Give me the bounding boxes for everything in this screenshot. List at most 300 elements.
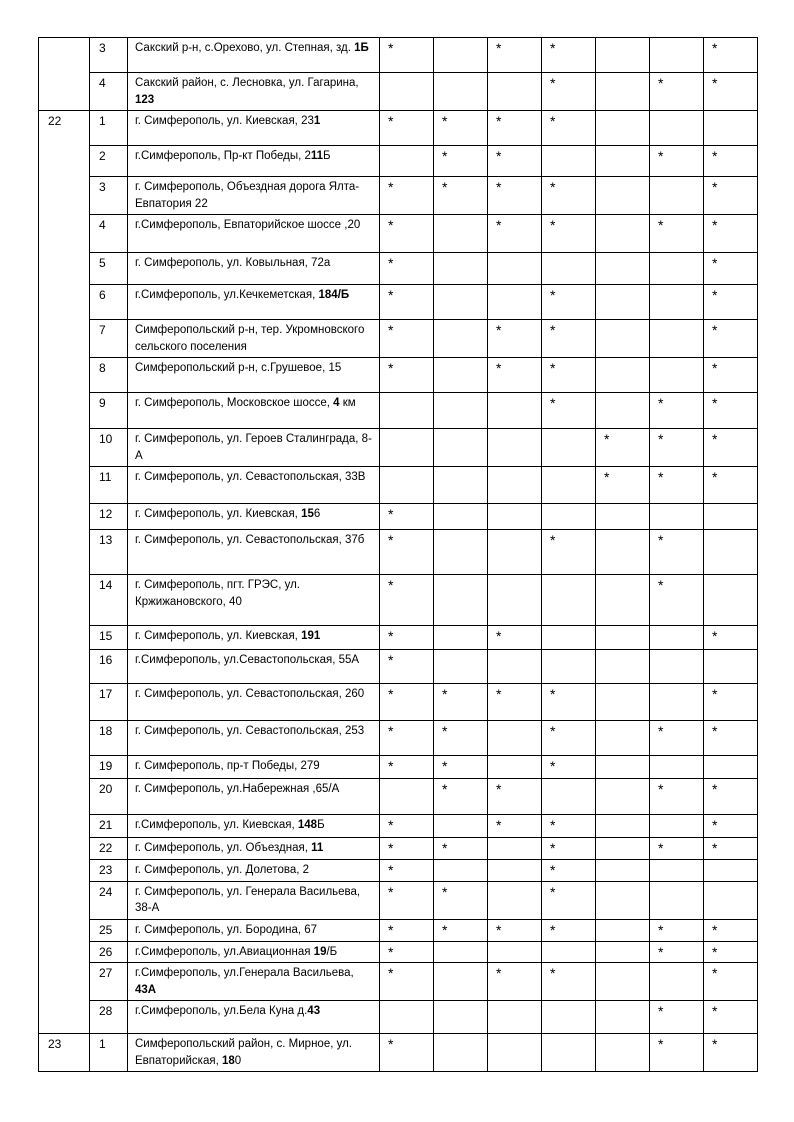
star-mark-cell: * [488, 38, 542, 73]
empty-mark-cell [596, 815, 650, 838]
star-mark-cell: * [650, 429, 704, 467]
table-row [39, 215, 758, 253]
empty-mark-cell [704, 756, 758, 779]
table-row [39, 684, 758, 721]
empty-mark-cell [434, 73, 488, 111]
address-cell: г. Симферополь, ул.Набережная ,65/А [128, 779, 380, 815]
empty-mark-cell [542, 253, 596, 285]
empty-mark-cell [596, 779, 650, 815]
address-cell: г. Симферополь, ул. Севастопольская, 37б [128, 530, 380, 575]
star-mark-cell: * [704, 963, 758, 1001]
star-mark-cell: * [380, 504, 434, 530]
empty-mark-cell [434, 504, 488, 530]
group-number-cell: 23 [39, 1034, 90, 1072]
star-mark-cell: * [704, 73, 758, 111]
table-row [39, 881, 758, 919]
star-mark-cell: * [704, 285, 758, 320]
star-mark-cell: * [488, 919, 542, 941]
row-number-cell: 4 [90, 73, 128, 111]
star-mark-cell: * [704, 919, 758, 941]
empty-mark-cell [650, 320, 704, 358]
star-mark-cell: * [488, 779, 542, 815]
star-mark-cell: * [380, 963, 434, 1001]
address-cell: г. Симферополь, ул. Севастопольская, 260 [128, 684, 380, 721]
table-row [39, 779, 758, 815]
address-cell: г.Симферополь, ул.Кечкеметская, 184/Б [128, 285, 380, 320]
empty-mark-cell [488, 756, 542, 779]
empty-mark-cell [488, 504, 542, 530]
address-cell: г.Симферополь, Евпаторийское шоссе ,20 [128, 215, 380, 253]
star-mark-cell: * [542, 320, 596, 358]
star-mark-cell: * [488, 684, 542, 721]
star-mark-cell: * [380, 530, 434, 575]
empty-mark-cell [596, 530, 650, 575]
empty-mark-cell [434, 1001, 488, 1034]
star-mark-cell: * [704, 1001, 758, 1034]
empty-mark-cell [434, 815, 488, 838]
star-mark-cell: * [704, 146, 758, 177]
star-mark-cell: * [704, 941, 758, 963]
star-mark-cell: * [380, 285, 434, 320]
star-mark-cell: * [434, 881, 488, 919]
empty-mark-cell [650, 815, 704, 838]
empty-mark-cell [704, 504, 758, 530]
star-mark-cell: * [434, 919, 488, 941]
star-mark-cell: * [488, 111, 542, 146]
table-row [39, 358, 758, 393]
star-mark-cell: * [380, 575, 434, 626]
star-mark-cell: * [704, 815, 758, 838]
star-mark-cell: * [380, 177, 434, 215]
star-mark-cell: * [380, 881, 434, 919]
address-cell: г. Симферополь, пгт. ГРЭС, ул. Кржижановского, 40 [128, 575, 380, 626]
empty-mark-cell [596, 73, 650, 111]
empty-mark-cell [488, 721, 542, 756]
star-mark-cell: * [704, 177, 758, 215]
star-mark-cell: * [488, 215, 542, 253]
star-mark-cell: * [380, 320, 434, 358]
star-mark-cell: * [650, 530, 704, 575]
star-mark-cell: * [434, 838, 488, 860]
table-row [39, 756, 758, 779]
empty-mark-cell [704, 530, 758, 575]
table-row [39, 285, 758, 320]
empty-mark-cell [596, 146, 650, 177]
address-cell: г. Симферополь, Московское шоссе, 4 км [128, 393, 380, 429]
empty-mark-cell [596, 721, 650, 756]
empty-mark-cell [488, 429, 542, 467]
empty-mark-cell [380, 393, 434, 429]
empty-mark-cell [488, 530, 542, 575]
row-number-cell: 27 [90, 963, 128, 1001]
row-number-cell: 23 [90, 859, 128, 881]
empty-mark-cell [596, 358, 650, 393]
star-mark-cell: * [542, 881, 596, 919]
star-mark-cell: * [650, 73, 704, 111]
row-number-cell: 20 [90, 779, 128, 815]
empty-mark-cell [650, 285, 704, 320]
empty-mark-cell [596, 38, 650, 73]
empty-mark-cell [542, 504, 596, 530]
row-number-cell: 12 [90, 504, 128, 530]
star-mark-cell: * [380, 815, 434, 838]
table-row [39, 650, 758, 684]
star-mark-cell: * [542, 859, 596, 881]
row-number-cell: 1 [90, 111, 128, 146]
empty-mark-cell [434, 320, 488, 358]
row-number-cell: 8 [90, 358, 128, 393]
empty-mark-cell [488, 73, 542, 111]
row-number-cell: 9 [90, 393, 128, 429]
star-mark-cell: * [704, 429, 758, 467]
empty-mark-cell [542, 1034, 596, 1072]
table-row [39, 177, 758, 215]
empty-mark-cell [380, 779, 434, 815]
empty-mark-cell [542, 467, 596, 504]
star-mark-cell: * [596, 429, 650, 467]
star-mark-cell: * [488, 815, 542, 838]
address-cell: г. Симферополь, пр-т Победы, 279 [128, 756, 380, 779]
star-mark-cell: * [542, 963, 596, 1001]
row-number-cell: 13 [90, 530, 128, 575]
empty-mark-cell [704, 111, 758, 146]
address-table [38, 37, 758, 1072]
table-row [39, 429, 758, 467]
row-number-cell: 6 [90, 285, 128, 320]
row-number-cell: 4 [90, 215, 128, 253]
row-number-cell: 10 [90, 429, 128, 467]
row-number-cell: 3 [90, 38, 128, 73]
table-row [39, 393, 758, 429]
star-mark-cell: * [542, 838, 596, 860]
empty-mark-cell [650, 650, 704, 684]
address-cell: г. Симферополь, ул. Героев Сталинграда, 8-А [128, 429, 380, 467]
empty-mark-cell [542, 941, 596, 963]
table-row [39, 504, 758, 530]
row-number-cell: 24 [90, 881, 128, 919]
star-mark-cell: * [650, 838, 704, 860]
star-mark-cell: * [380, 253, 434, 285]
empty-mark-cell [488, 1034, 542, 1072]
star-mark-cell: * [488, 358, 542, 393]
empty-mark-cell [488, 838, 542, 860]
empty-mark-cell [542, 429, 596, 467]
empty-mark-cell [434, 467, 488, 504]
address-cell: г. Симферополь, ул. Генерала Васильева, 38-А [128, 881, 380, 919]
empty-mark-cell [650, 963, 704, 1001]
empty-mark-cell [380, 146, 434, 177]
row-number-cell: 3 [90, 177, 128, 215]
empty-mark-cell [434, 626, 488, 650]
empty-mark-cell [596, 838, 650, 860]
empty-mark-cell [596, 215, 650, 253]
empty-mark-cell [542, 146, 596, 177]
star-mark-cell: * [704, 38, 758, 73]
star-mark-cell: * [650, 215, 704, 253]
star-mark-cell: * [650, 146, 704, 177]
table-row [39, 721, 758, 756]
star-mark-cell: * [542, 393, 596, 429]
star-mark-cell: * [542, 73, 596, 111]
empty-mark-cell [380, 73, 434, 111]
empty-mark-cell [704, 881, 758, 919]
empty-mark-cell [434, 941, 488, 963]
star-mark-cell: * [704, 838, 758, 860]
star-mark-cell: * [704, 626, 758, 650]
empty-mark-cell [434, 1034, 488, 1072]
row-number-cell: 5 [90, 253, 128, 285]
star-mark-cell: * [542, 721, 596, 756]
empty-mark-cell [650, 504, 704, 530]
address-cell: г.Симферополь, Пр-кт Победы, 211Б [128, 146, 380, 177]
address-cell: г. Симферополь, ул. Севастопольская, 253 [128, 721, 380, 756]
star-mark-cell: * [488, 626, 542, 650]
table-row [39, 1034, 758, 1072]
empty-mark-cell [596, 941, 650, 963]
star-mark-cell: * [380, 215, 434, 253]
empty-mark-cell [596, 881, 650, 919]
empty-mark-cell [650, 626, 704, 650]
row-number-cell: 28 [90, 1001, 128, 1034]
star-mark-cell: * [650, 467, 704, 504]
row-number-cell: 17 [90, 684, 128, 721]
row-number-cell: 26 [90, 941, 128, 963]
star-mark-cell: * [704, 684, 758, 721]
empty-mark-cell [434, 859, 488, 881]
empty-mark-cell [704, 650, 758, 684]
empty-mark-cell [650, 756, 704, 779]
star-mark-cell: * [488, 320, 542, 358]
table-row [39, 1001, 758, 1034]
star-mark-cell: * [434, 756, 488, 779]
address-cell: г. Симферополь, ул. Севастопольская, 33В [128, 467, 380, 504]
star-mark-cell: * [380, 941, 434, 963]
row-number-cell: 21 [90, 815, 128, 838]
address-table-body [39, 38, 758, 1072]
address-cell: г. Симферополь, ул. Ковыльная, 72а [128, 253, 380, 285]
empty-mark-cell [542, 626, 596, 650]
star-mark-cell: * [704, 1034, 758, 1072]
address-cell: г.Симферополь, ул.Генерала Васильева, 43А [128, 963, 380, 1001]
address-cell: г. Симферополь, ул. Киевская, 231 [128, 111, 380, 146]
star-mark-cell: * [542, 215, 596, 253]
star-mark-cell: * [650, 575, 704, 626]
star-mark-cell: * [650, 721, 704, 756]
row-number-cell: 2 [90, 146, 128, 177]
star-mark-cell: * [380, 684, 434, 721]
star-mark-cell: * [380, 358, 434, 393]
star-mark-cell: * [704, 358, 758, 393]
empty-mark-cell [596, 859, 650, 881]
table-row [39, 467, 758, 504]
star-mark-cell: * [434, 684, 488, 721]
row-number-cell: 25 [90, 919, 128, 941]
star-mark-cell: * [434, 721, 488, 756]
star-mark-cell: * [542, 530, 596, 575]
star-mark-cell: * [704, 215, 758, 253]
empty-mark-cell [596, 177, 650, 215]
address-cell: Симферопольский р-н, тер. Укромновского сельского поселения [128, 320, 380, 358]
empty-mark-cell [596, 111, 650, 146]
row-number-cell: 14 [90, 575, 128, 626]
empty-mark-cell [380, 467, 434, 504]
empty-mark-cell [596, 919, 650, 941]
star-mark-cell: * [542, 358, 596, 393]
star-mark-cell: * [542, 919, 596, 941]
star-mark-cell: * [650, 1034, 704, 1072]
empty-mark-cell [434, 575, 488, 626]
star-mark-cell: * [650, 1001, 704, 1034]
empty-mark-cell [380, 429, 434, 467]
empty-mark-cell [596, 650, 650, 684]
star-mark-cell: * [488, 177, 542, 215]
star-mark-cell: * [542, 815, 596, 838]
star-mark-cell: * [434, 177, 488, 215]
address-cell: Симферопольский р-н, с.Грушевое, 15 [128, 358, 380, 393]
address-cell: Сакский р-н, с.Орехово, ул. Степная, зд. 1Б [128, 38, 380, 73]
empty-mark-cell [596, 1001, 650, 1034]
star-mark-cell: * [650, 919, 704, 941]
table-row [39, 963, 758, 1001]
empty-mark-cell [488, 650, 542, 684]
empty-mark-cell [596, 1034, 650, 1072]
star-mark-cell: * [488, 963, 542, 1001]
empty-mark-cell [434, 530, 488, 575]
row-number-cell: 15 [90, 626, 128, 650]
empty-mark-cell [596, 320, 650, 358]
star-mark-cell: * [434, 146, 488, 177]
table-row [39, 146, 758, 177]
table-row [39, 38, 758, 73]
address-cell: г. Симферополь, ул. Киевская, 191 [128, 626, 380, 650]
empty-mark-cell [434, 253, 488, 285]
star-mark-cell: * [704, 467, 758, 504]
star-mark-cell: * [704, 320, 758, 358]
empty-mark-cell [596, 963, 650, 1001]
empty-mark-cell [704, 859, 758, 881]
empty-mark-cell [488, 1001, 542, 1034]
star-mark-cell: * [380, 38, 434, 73]
star-mark-cell: * [488, 146, 542, 177]
address-cell: г.Симферополь, ул. Киевская, 148Б [128, 815, 380, 838]
address-cell: г. Симферополь, Объездная дорога Ялта-Евпатория 22 [128, 177, 380, 215]
empty-mark-cell [488, 881, 542, 919]
empty-mark-cell [434, 38, 488, 73]
table-row [39, 111, 758, 146]
star-mark-cell: * [704, 779, 758, 815]
address-cell: г.Симферополь, ул.Севастопольская, 55А [128, 650, 380, 684]
table-row [39, 626, 758, 650]
star-mark-cell: * [380, 838, 434, 860]
table-row [39, 941, 758, 963]
empty-mark-cell [488, 393, 542, 429]
star-mark-cell: * [434, 111, 488, 146]
empty-mark-cell [542, 1001, 596, 1034]
empty-mark-cell [650, 253, 704, 285]
row-number-cell: 1 [90, 1034, 128, 1072]
table-row [39, 838, 758, 860]
star-mark-cell: * [596, 467, 650, 504]
address-cell: г.Симферополь, ул.Бела Куна д.43 [128, 1001, 380, 1034]
star-mark-cell: * [704, 721, 758, 756]
star-mark-cell: * [380, 859, 434, 881]
empty-mark-cell [596, 684, 650, 721]
star-mark-cell: * [650, 779, 704, 815]
row-number-cell: 7 [90, 320, 128, 358]
star-mark-cell: * [650, 941, 704, 963]
empty-mark-cell [434, 429, 488, 467]
empty-mark-cell [488, 285, 542, 320]
empty-mark-cell [542, 650, 596, 684]
table-row [39, 575, 758, 626]
table-row [39, 530, 758, 575]
table-row [39, 73, 758, 111]
star-mark-cell: * [650, 393, 704, 429]
address-cell: г.Симферополь, ул.Авиационная 19/Б [128, 941, 380, 963]
star-mark-cell: * [380, 1034, 434, 1072]
row-number-cell: 11 [90, 467, 128, 504]
empty-mark-cell [596, 285, 650, 320]
star-mark-cell: * [380, 626, 434, 650]
star-mark-cell: * [542, 38, 596, 73]
empty-mark-cell [488, 575, 542, 626]
star-mark-cell: * [542, 756, 596, 779]
group-number-cell [39, 38, 90, 111]
star-mark-cell: * [380, 650, 434, 684]
table-row [39, 919, 758, 941]
empty-mark-cell [488, 859, 542, 881]
empty-mark-cell [434, 650, 488, 684]
empty-mark-cell [434, 393, 488, 429]
empty-mark-cell [596, 626, 650, 650]
row-number-cell: 19 [90, 756, 128, 779]
address-cell: г. Симферополь, ул. Киевская, 156 [128, 504, 380, 530]
star-mark-cell: * [704, 253, 758, 285]
empty-mark-cell [650, 684, 704, 721]
star-mark-cell: * [380, 756, 434, 779]
star-mark-cell: * [542, 684, 596, 721]
empty-mark-cell [650, 358, 704, 393]
empty-mark-cell [488, 941, 542, 963]
empty-mark-cell [434, 215, 488, 253]
empty-mark-cell [488, 253, 542, 285]
table-row [39, 859, 758, 881]
empty-mark-cell [650, 38, 704, 73]
address-cell: Сакский район, с. Лесновка, ул. Гагарина, 123 [128, 73, 380, 111]
star-mark-cell: * [380, 721, 434, 756]
empty-mark-cell [650, 111, 704, 146]
table-row [39, 253, 758, 285]
empty-mark-cell [596, 504, 650, 530]
table-row [39, 815, 758, 838]
empty-mark-cell [650, 881, 704, 919]
star-mark-cell: * [380, 111, 434, 146]
address-cell: г. Симферополь, ул. Долетова, 2 [128, 859, 380, 881]
empty-mark-cell [704, 575, 758, 626]
star-mark-cell: * [542, 177, 596, 215]
group-number-cell: 22 [39, 111, 90, 1034]
empty-mark-cell [434, 963, 488, 1001]
empty-mark-cell [542, 575, 596, 626]
address-cell: г. Симферополь, ул. Бородина, 67 [128, 919, 380, 941]
empty-mark-cell [596, 393, 650, 429]
address-cell: г. Симферополь, ул. Объездная, 11 [128, 838, 380, 860]
address-cell: Симферопольский район, с. Мирное, ул. Евпаторийская, 180 [128, 1034, 380, 1072]
empty-mark-cell [596, 253, 650, 285]
empty-mark-cell [650, 859, 704, 881]
row-number-cell: 16 [90, 650, 128, 684]
empty-mark-cell [542, 779, 596, 815]
